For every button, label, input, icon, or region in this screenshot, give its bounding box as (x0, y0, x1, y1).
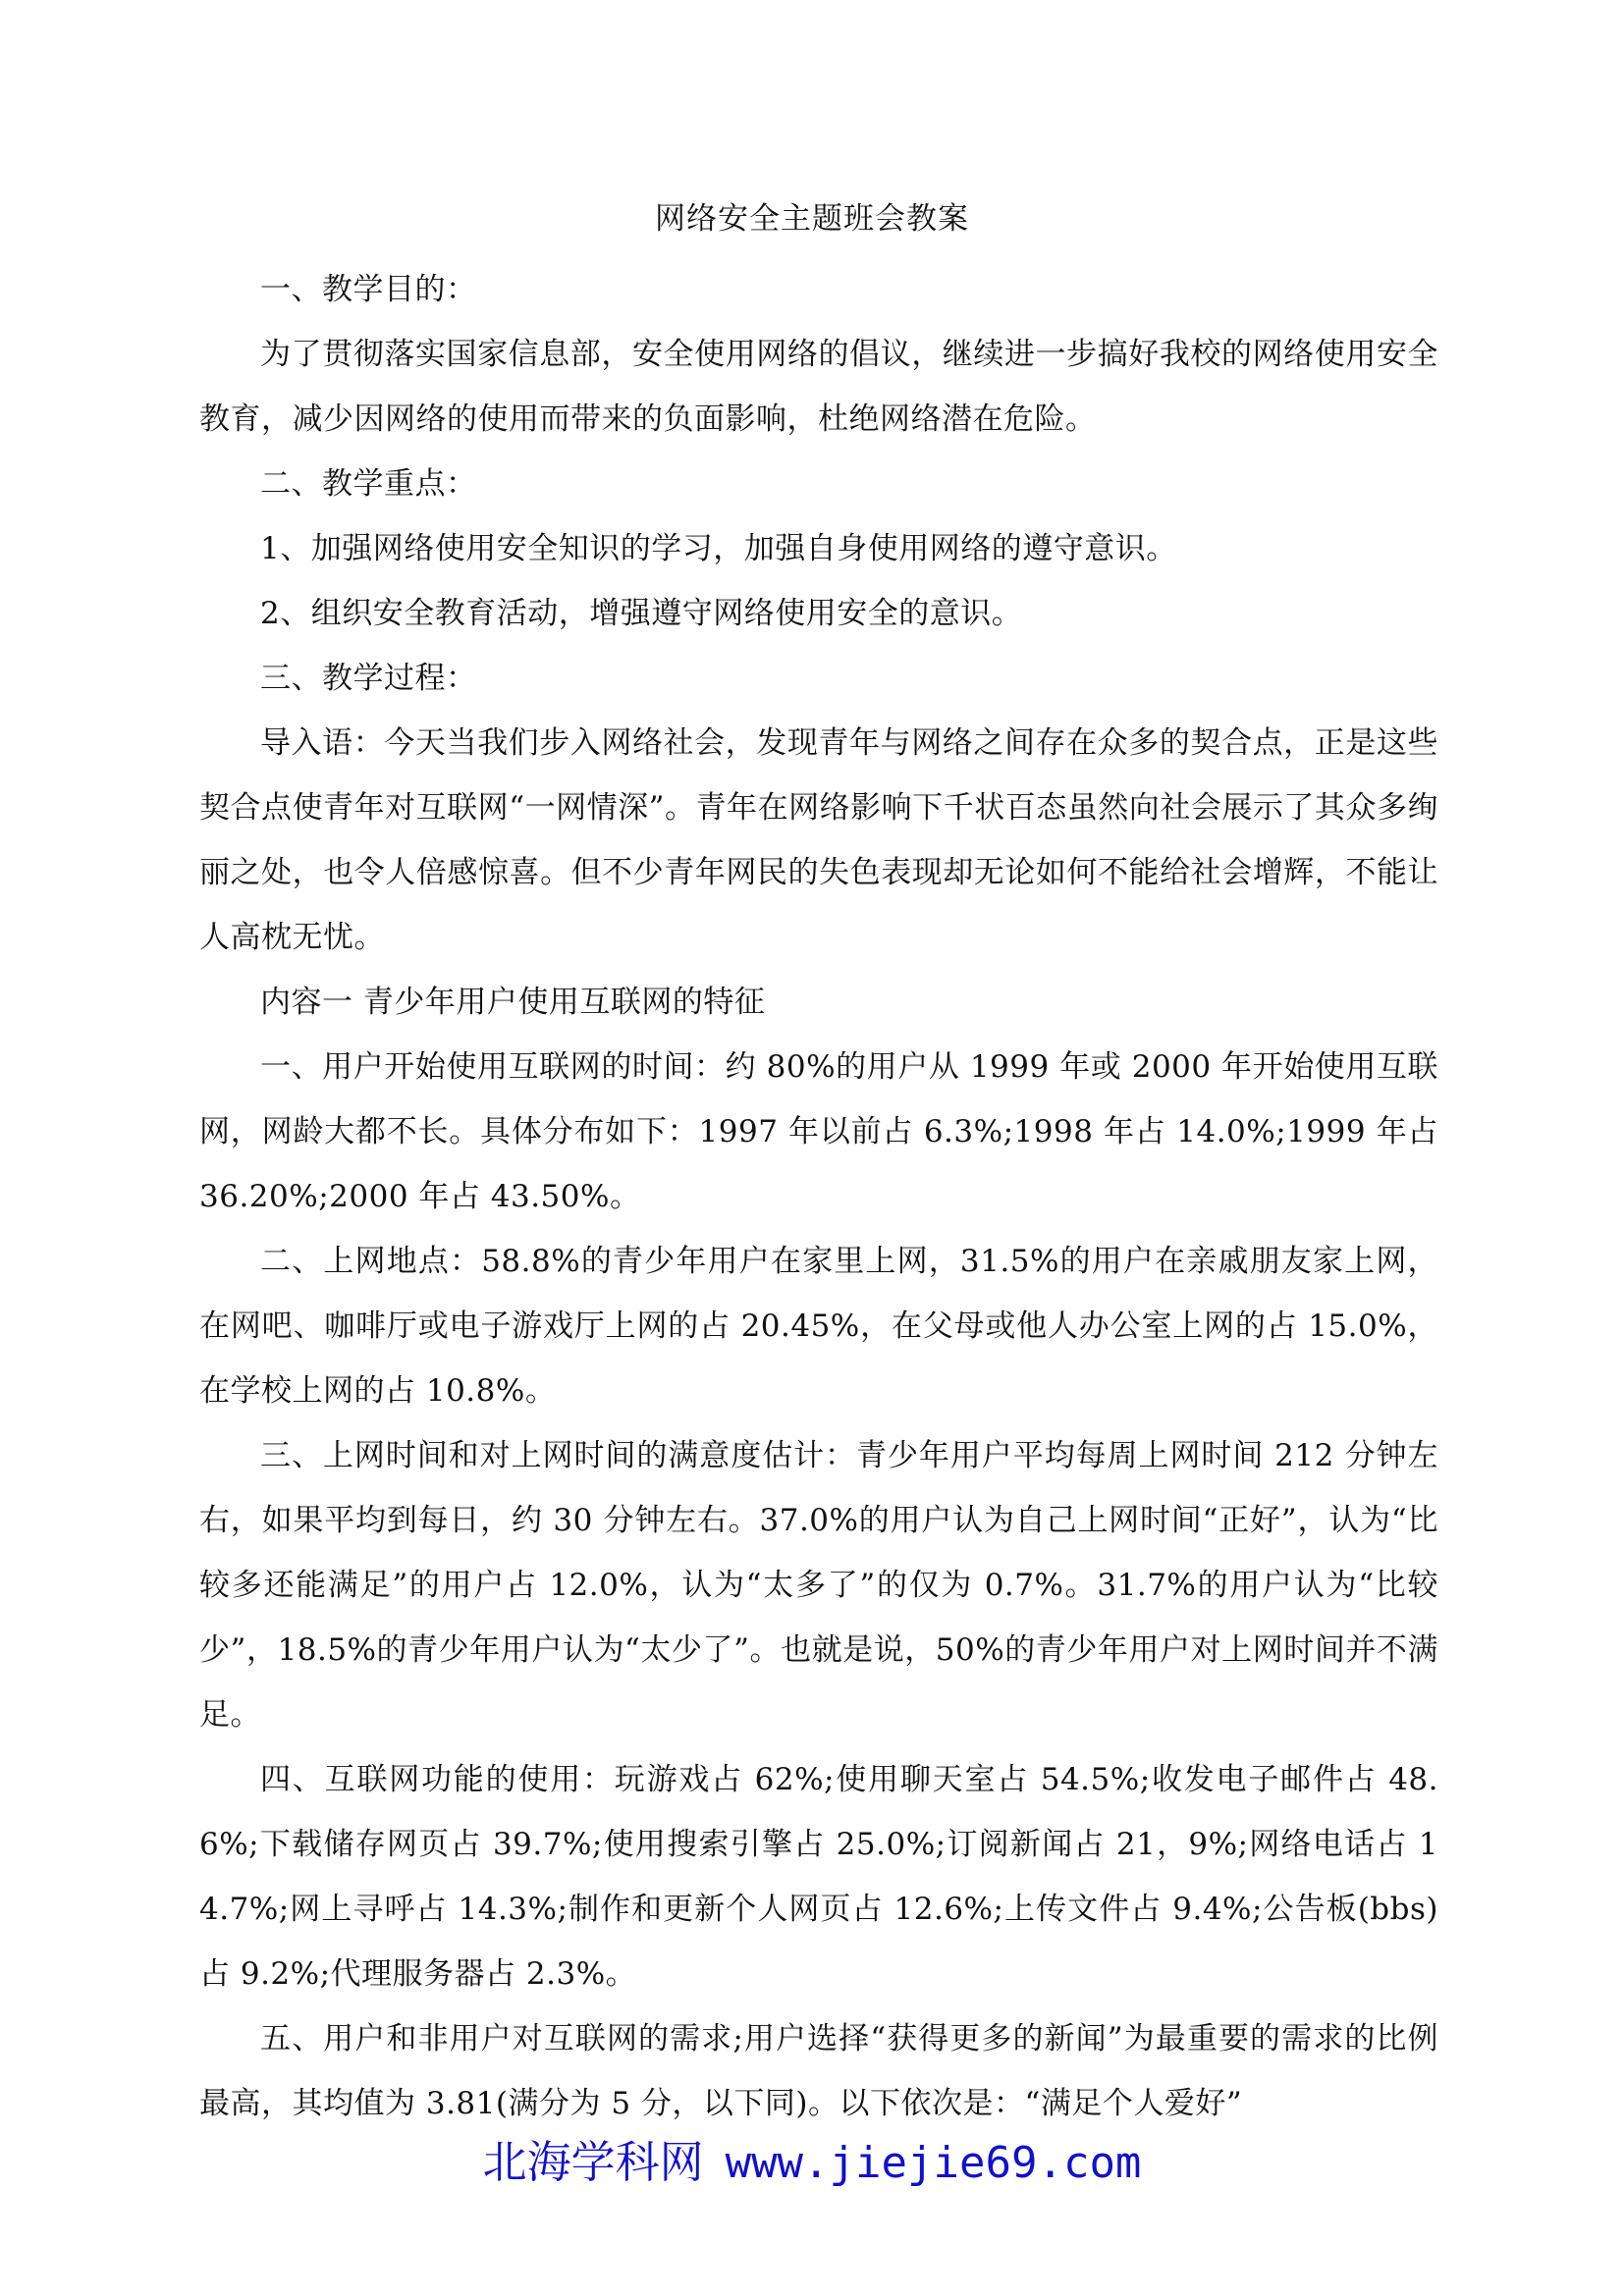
paragraph-introduction: 导入语：今天当我们步入网络社会，发现青年与网络之间存在众多的契合点，正是这些契合点使青年对互联网“一网情深”。青年在网络影响下千状百态虽然向社会展示了其众多绚丽之处，也令人倍感惊喜。但不少青年网民的失色表现却无论如何不能给社会增辉，不能让人高枕无忧。 (199, 725, 1438, 955)
paragraph-start-time: 一、用户开始使用互联网的时间：约 80%的用户从 1999 年或 2000 年开始使用互联网，网龄大都不长。具体分布如下：1997 年以前占 6.3%;1998 年占 14.0%;1999 年占 36.20%;2000 年占 43.50%。 (199, 1049, 1438, 1214)
paragraph-section-3-heading: 三、教学过程： (260, 661, 477, 696)
paragraph-location: 二、上网地点：58.8%的青少年用户在家里上网，31.5%的用户在亲戚朋友家上网，在网吧、咖啡厅或电子游戏厅上网的占 20.45%，在父母或他人办公室上网的占 15.0%，在学校上网的占 10.8%。 (199, 1244, 1438, 1409)
paragraph-section-2-heading: 二、教学重点： (260, 466, 477, 502)
paragraph-content-one-heading: 内容一 青少年用户使用互联网的特征 (260, 985, 766, 1020)
footer-site-name: 北海学科网 (482, 2136, 704, 2188)
document-body (199, 257, 1438, 2136)
footer-watermark (0, 2135, 1624, 2191)
paragraph-key-point-1: 1、加强网络使用安全知识的学习，加强自身使用网络的遵守意识。 (260, 531, 1177, 566)
footer-site-url[interactable]: www.jiejie69.com (725, 2138, 1142, 2188)
document-title: 网络安全主题班会教案 (655, 201, 969, 237)
paragraph-online-time: 三、上网时间和对上网时间的满意度估计：青少年用户平均每周上网时间 212 分钟左右，如果平均到每日，约 30 分钟左右。37.0%的用户认为自己上网时间“正好”，认为“比较多还能满足”的用户占 12.0%，认为“太多了”的仅为 0.7%。31.7%的用户认为“比较少”，18.5%的青少年用户认为“太少了”。也就是说，50%的青少年用户对上网时间并不满足。 (199, 1438, 1438, 1733)
paragraph-key-point-2: 2、组织安全教育活动，增强遵守网络使用安全的意识。 (260, 596, 1023, 631)
paragraph-section-1-heading: 一、教学目的： (260, 272, 477, 307)
paragraph-demand: 五、用户和非用户对互联网的需求;用户选择“获得更多的新闻”为最重要的需求的比例最高，其均值为 3.81(满分为 5 分，以下同)。以下依次是：“满足个人爱好” (199, 2021, 1438, 2121)
paragraph-teaching-purpose: 为了贯彻落实国家信息部，安全使用网络的倡议，继续进一步搞好我校的网络使用安全教育，减少因网络的使用而带来的负面影响，杜绝网络潜在危险。 (199, 337, 1438, 437)
paragraph-function-usage: 四、互联网功能的使用：玩游戏占 62%;使用聊天室占 54.5%;收发电子邮件占 48.6%;下载储存网页占 39.7%;使用搜索引擎占 25.0%;订阅新闻占 21，9%;网络电话占 14.7%;网上寻呼占 14.3%;制作和更新个人网页占 12.6%;上传文件占 9.4%;公告板(bbs)占 9.2%;代理服务器占 2.3%。 (199, 1762, 1438, 1992)
